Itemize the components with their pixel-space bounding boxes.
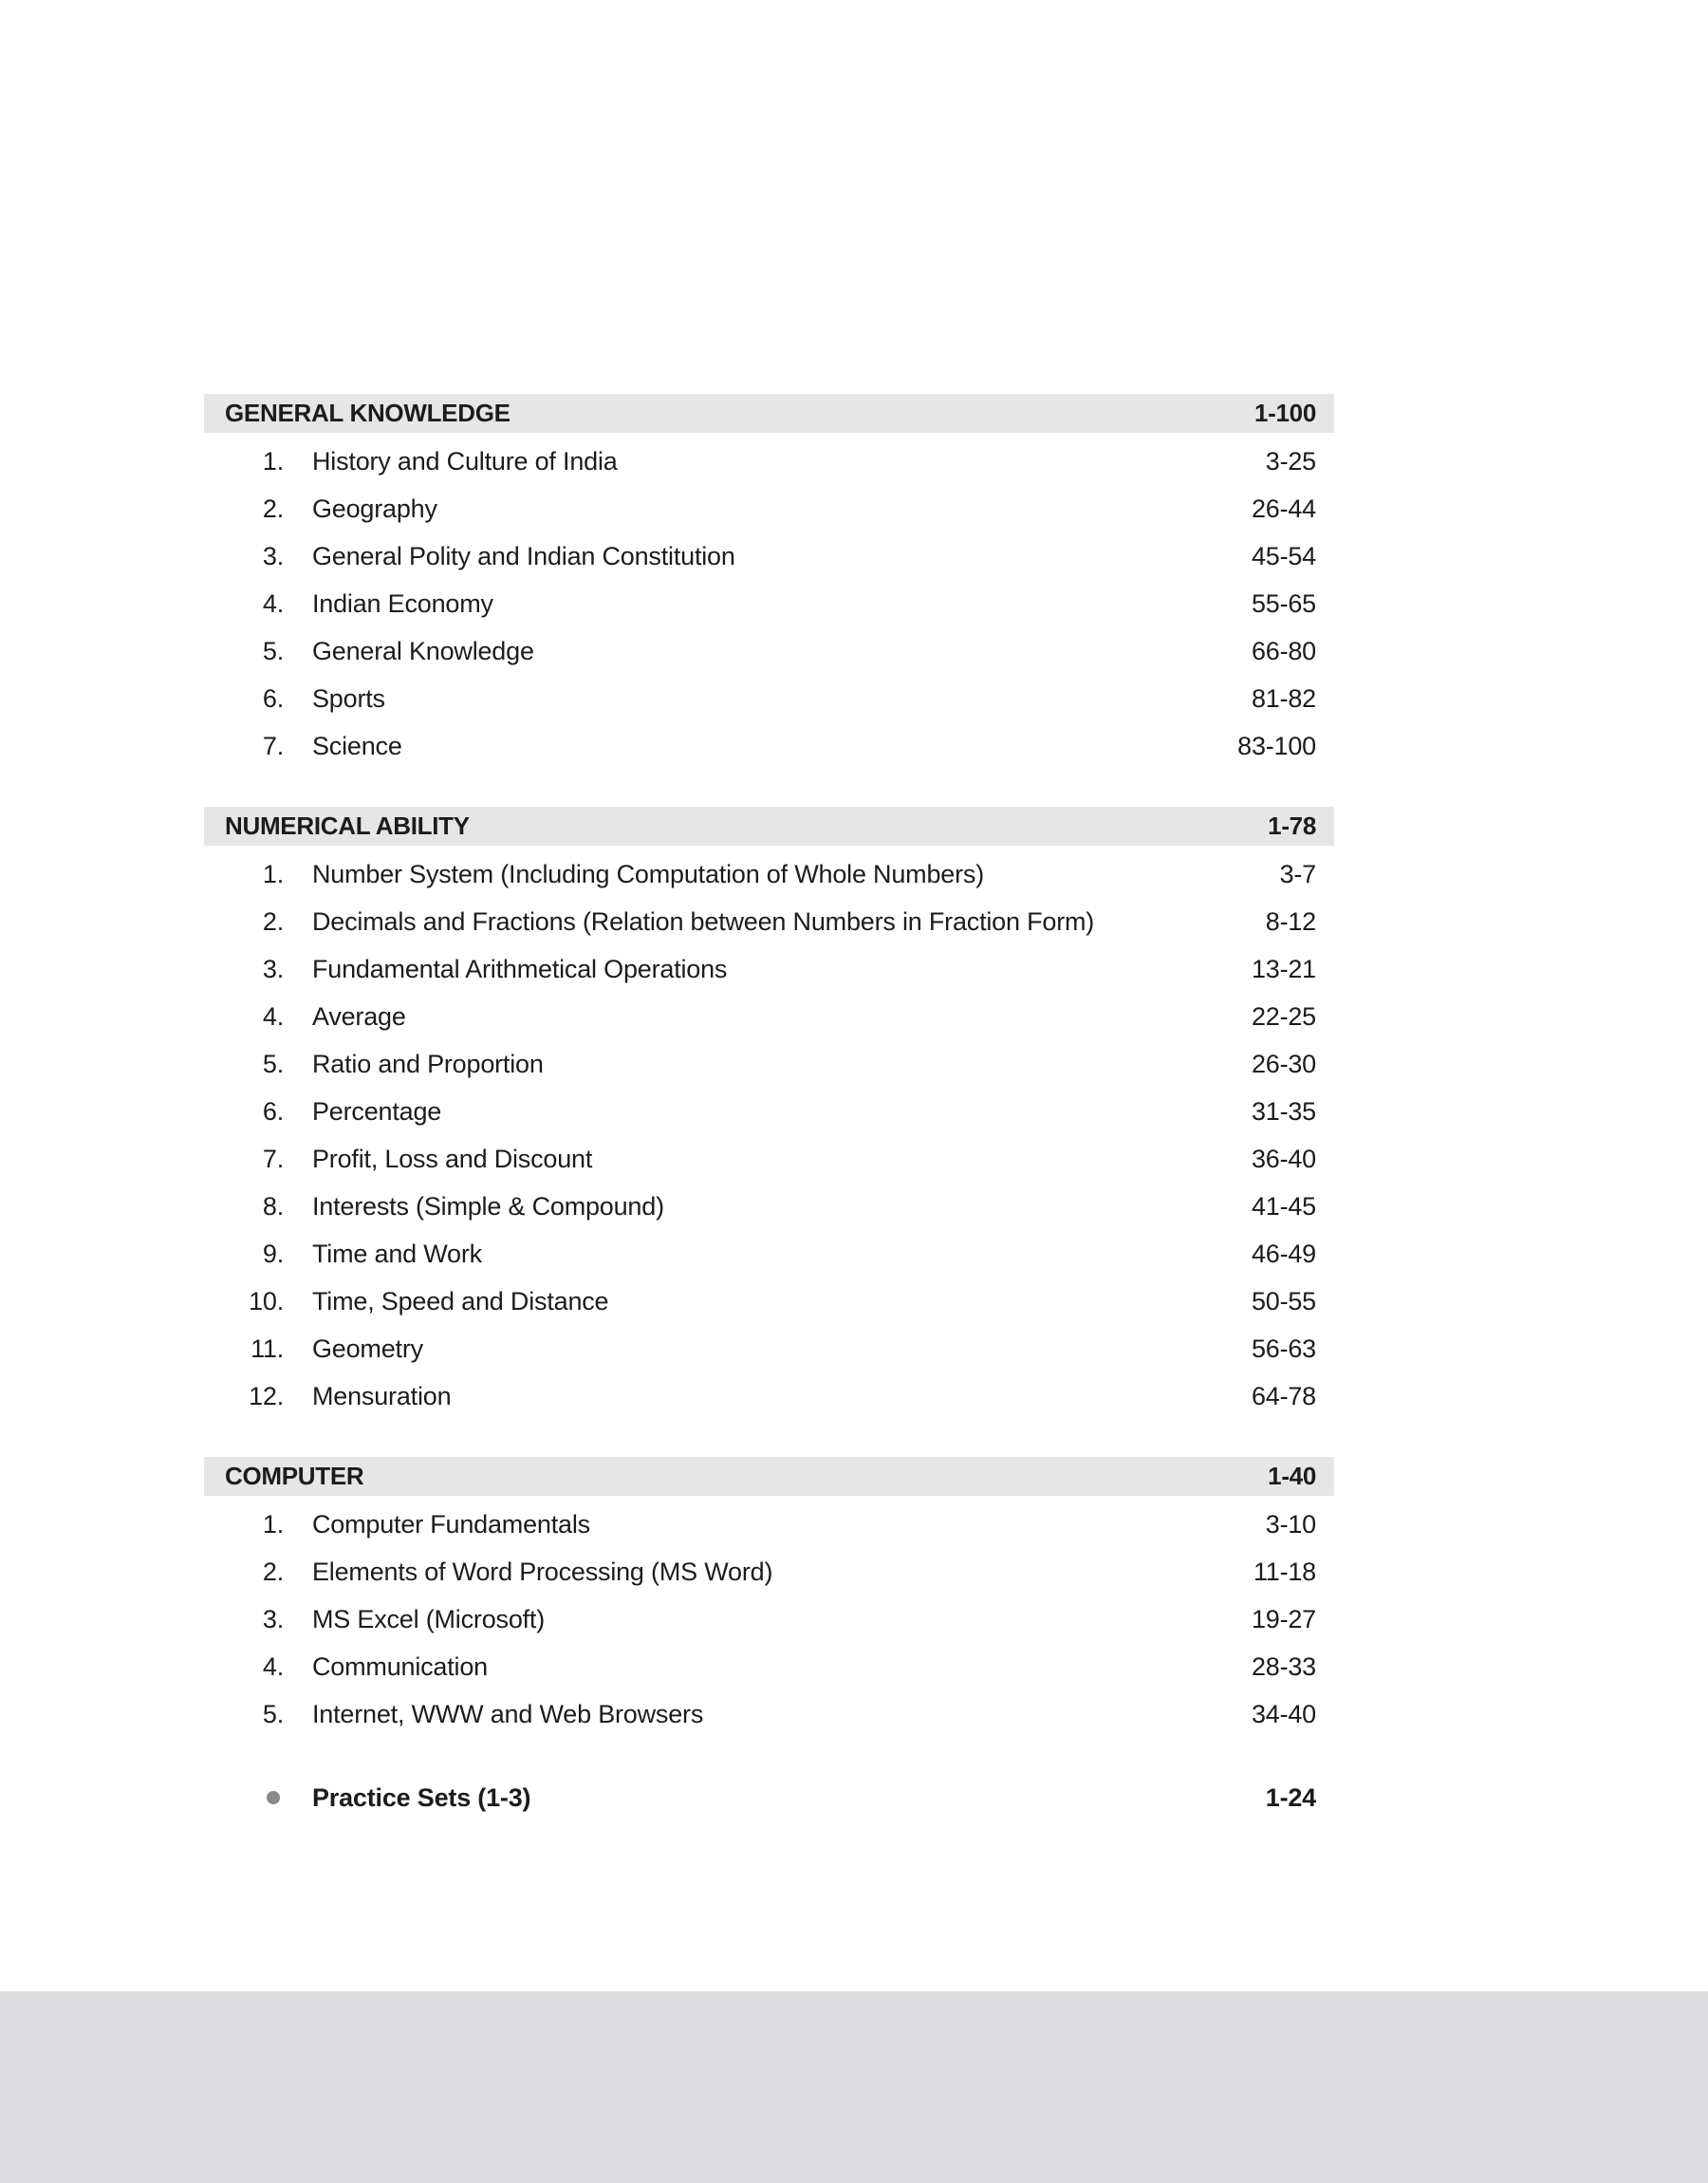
section-spacer [204,770,1334,807]
toc-entry [204,580,1334,627]
entry-title: Mensuration [312,1381,452,1410]
toc-entry [204,1278,1334,1325]
toc-entry [204,485,1334,532]
toc-entry [204,1501,1334,1548]
section-pages: 1-40 [1268,1462,1316,1490]
toc-entry [204,1040,1334,1088]
entry-number: 2. [262,906,284,936]
entry-number: 6. [262,1096,284,1126]
toc-entry [204,993,1334,1040]
entry-title: Indian Economy [312,588,493,618]
entry-number: 11. [251,1334,284,1363]
entry-pages: 64-78 [1251,1381,1316,1410]
entry-title: Sports [312,683,385,713]
entry-pages: 46-49 [1251,1239,1316,1268]
entry-title: Number System (Including Computation of Whole Numbers) [312,859,984,888]
entry-number: 5. [262,1699,284,1728]
entry-pages: 81-82 [1251,683,1316,713]
entry-pages: 45-54 [1251,541,1316,570]
toc-entry [204,1135,1334,1183]
page-footer-band [0,1991,1708,2183]
entry-number: 4. [262,588,284,618]
section-header [204,394,1334,433]
entry-title: Geography [312,494,437,523]
entry-pages: 36-40 [1251,1144,1316,1173]
entry-title: Internet, WWW and Web Browsers [312,1699,704,1728]
toc-section-general-knowledge [204,394,1334,770]
section-spacer [204,1420,1334,1457]
entry-number: 9. [262,1239,284,1268]
toc-entry [204,1088,1334,1135]
bullet-dot-icon [267,1791,280,1804]
entry-pages: 8-12 [1265,906,1316,936]
section-spacer [204,1738,1334,1774]
entry-pages: 11-18 [1253,1557,1316,1586]
entry-pages: 22-25 [1251,1001,1316,1031]
toc-entry [204,1325,1334,1372]
entry-pages: 3-25 [1265,446,1316,476]
entry-number: 12. [249,1381,284,1410]
bullet-cell [204,1791,312,1804]
entry-pages: 50-55 [1251,1286,1316,1315]
entry-title: Profit, Loss and Discount [312,1144,593,1173]
entry-number: 3. [262,541,284,570]
entry-number: 10. [249,1286,284,1315]
entry-number: 2. [262,1557,284,1586]
toc-entry [204,1372,1334,1420]
entry-title: Decimals and Fractions (Relation between Numbers in Fraction Form) [312,906,1095,936]
section-title: NUMERICAL ABILITY [225,812,470,840]
toc-entry [204,438,1334,485]
entry-title: Interests (Simple & Compound) [312,1191,664,1221]
entry-pages: 41-45 [1251,1191,1316,1221]
entry-number: 8. [262,1191,284,1221]
section-pages: 1-100 [1254,399,1316,427]
entry-title: Computer Fundamentals [312,1509,590,1539]
entry-number: 5. [262,1049,284,1078]
toc-section-computer [204,1457,1334,1738]
entry-pages: 3-7 [1279,859,1316,888]
toc-entry [204,850,1334,898]
table-of-contents [204,394,1334,1821]
entry-title: General Knowledge [312,636,534,665]
entry-title: General Polity and Indian Constitution [312,541,735,570]
entry-pages: 26-30 [1251,1049,1316,1078]
entry-pages: 28-33 [1251,1651,1316,1681]
toc-entry [204,627,1334,675]
section-title: GENERAL KNOWLEDGE [225,399,511,427]
entry-number: 3. [262,954,284,983]
section-pages: 1-78 [1268,812,1316,840]
practice-pages: 1-24 [1265,1782,1316,1812]
entry-title: Science [312,731,402,760]
entry-pages: 83-100 [1237,731,1316,760]
entry-pages: 66-80 [1251,636,1316,665]
practice-sets-entry [204,1774,1334,1821]
entry-pages: 3-10 [1265,1509,1316,1539]
toc-entry [204,1595,1334,1643]
entry-number: 5. [262,636,284,665]
practice-title: Practice Sets (1-3) [312,1782,531,1812]
entry-number: 4. [262,1001,284,1031]
entry-title: Time, Speed and Distance [312,1286,609,1315]
entry-title: MS Excel (Microsoft) [312,1604,546,1633]
toc-section-numerical-ability [204,807,1334,1420]
toc-entry [204,945,1334,993]
entry-pages: 34-40 [1251,1699,1316,1728]
entry-pages: 31-35 [1251,1096,1316,1126]
entry-number: 7. [262,731,284,760]
section-header [204,807,1334,846]
entry-number: 2. [262,494,284,523]
section-header [204,1457,1334,1496]
toc-entry [204,1183,1334,1230]
entry-title: Communication [312,1651,488,1681]
entry-title: Elements of Word Processing (MS Word) [312,1557,773,1586]
toc-entry [204,1690,1334,1738]
entry-title: Fundamental Arithmetical Operations [312,954,728,983]
toc-entry [204,675,1334,722]
entry-number: 3. [262,1604,284,1633]
toc-entry [204,532,1334,580]
entry-pages: 55-65 [1251,588,1316,618]
entry-title: Percentage [312,1096,442,1126]
entry-title: Geometry [312,1334,423,1363]
entry-pages: 13-21 [1251,954,1316,983]
entry-number: 4. [262,1651,284,1681]
entry-number: 6. [262,683,284,713]
entry-pages: 56-63 [1251,1334,1316,1363]
toc-entry [204,1230,1334,1278]
entry-number: 1. [262,859,284,888]
toc-entry [204,722,1334,770]
entry-number: 1. [262,1509,284,1539]
entry-pages: 26-44 [1251,494,1316,523]
section-title: COMPUTER [225,1462,364,1490]
entry-title: History and Culture of India [312,446,618,476]
entry-pages: 19-27 [1251,1604,1316,1633]
entry-title: Average [312,1001,406,1031]
entry-number: 7. [262,1144,284,1173]
toc-entry [204,1643,1334,1690]
entry-title: Time and Work [312,1239,482,1268]
entry-number: 1. [262,446,284,476]
toc-entry [204,1548,1334,1595]
toc-entry [204,898,1334,945]
entry-title: Ratio and Proportion [312,1049,544,1078]
